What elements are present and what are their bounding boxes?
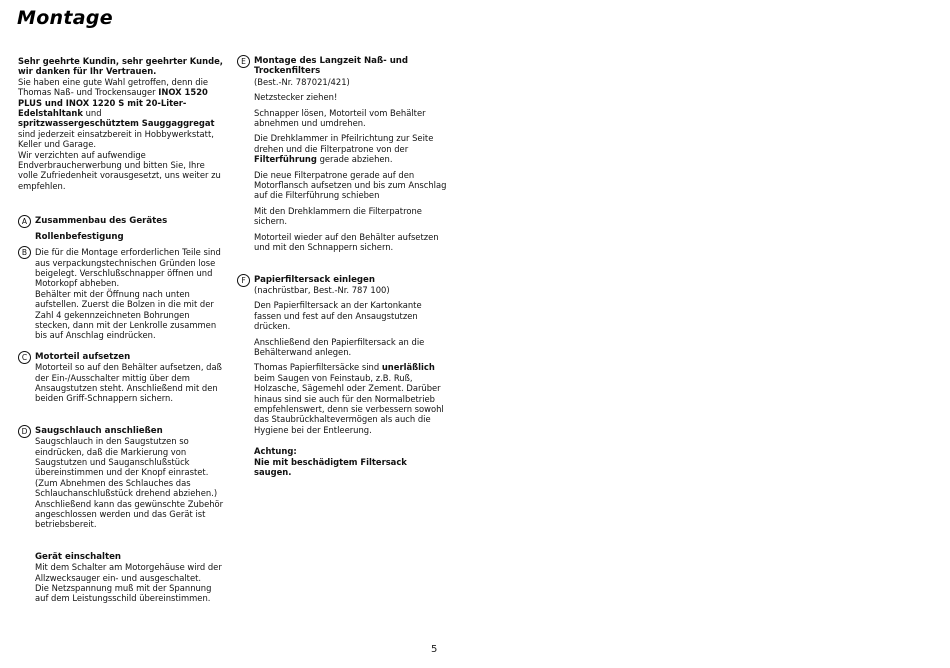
section-c-paragraph-1: Motorteil so auf den Behälter aufsetzen, daß der Ein-/Ausschalter mittig über dem Ansaugstutzen steht. Anschließend mit den beiden Griff-Schnappern sichern. [35,362,222,404]
section-d-heading: Saugschlauch anschließen [35,425,163,436]
section-f [237,275,447,478]
section-e-paragraph-2: Schnapper lösen, Motorteil vom Behälter abnehmen und umdrehen. [254,107,426,129]
intro-p1-model-names: INOX 1520 PLUS und INOX 1220 S mit 20-Liter-Edelstahltank [18,87,208,119]
section-c [18,352,224,404]
section-b [18,247,224,341]
section-e-order-number: (Best.-Nr. 787021/421) [254,76,350,87]
section-e-paragraph-4: Die neue Filterpatrone gerade auf den Motorflansch aufsetzen und bis zum Anschlag auf die Filterführung schieben [254,169,447,201]
section-a-heading: Zusammenbau des Gerätes [35,216,168,227]
marker-b-icon: B [18,246,31,259]
section-switch-heading: Gerät einschalten [35,551,122,562]
right-column [237,56,447,477]
section-f-p3-text: beim Saugen von Feinstaub, z.B. Ruß, Holzasche, Sägemehl oder Zement. Darüber hinaus sind sie auch für den Normalbetrieb empfehlenswert, denn sie verbessern sowohl das Staubrückhaltevermögen als auch die Hygiene bei der Entleerung. [254,372,444,435]
page-title: Montage [17,7,113,29]
marker-c-icon: C [18,351,31,364]
section-e-paragraph-3 [254,133,447,164]
intro-heading-line1: Sehr geehrte Kundin, sehr geehrter Kunde, [18,56,223,66]
intro-section [18,56,224,191]
section-b-paragraph-1: Die für die Montage erforderlichen Teile sind aus verpackungstechnischen Gründen lose beigelegt. Verschlußschnapper öffnen und Motorkopf abheben. [35,247,221,289]
intro-paragraph-1 [18,77,224,150]
section-f-p3-text: Thomas Papierfiltersäcke sind [254,362,382,373]
warning-label: Achtung: [254,446,297,457]
intro-p1-feature: spritzwassergeschütztem Sauggaggregat [18,118,215,129]
section-f-heading: Papierfiltersack einlegen [254,274,376,285]
section-switch-paragraph-1: Mit dem Schalter am Motorgehäuse wird der Allzwecksauger ein- und ausgeschaltet. [35,562,222,583]
section-d-paragraph-1: Saugschlauch in den Saugstutzen so eindrücken, daß die Markierung von Saugstutzen und Sauganschlußstück übereinstimmen und der Knopf einrastet. (Zum Abnehmen des Schlauches das Schlauchanschlußstück drehend abziehen.) Anschließend kann das gewünschte Zubehör angeschlossen werden und das Gerät ist betriebsbereit. [35,436,224,530]
section-a-subheading: Rollenbefestigung [35,231,124,242]
intro-p1-text: Sie haben eine gute Wahl getroffen, denn die Thomas Naß- und Trockensauger [18,76,209,98]
section-f-paragraph-2: Anschließend den Papierfiltersack an die Behälterwand anlegen. [254,336,425,357]
warning-text: Nie mit beschädigtem Filtersack saugen. [254,456,407,477]
section-f-paragraph-1: Den Papierfiltersack an der Kartonkante fassen und fest auf den Ansaugstutzen drücken. [254,300,422,332]
marker-f-icon: F [237,274,250,287]
section-e [237,56,447,253]
section-e-p3-text: Die Drehklammer in Pfeilrichtung zur Seite drehen und die Filterpatrone von der [254,133,434,154]
marker-d-icon: D [18,425,31,438]
intro-p1-text: sind jederzeit einsatzbereit in Hobbywerkstatt, Keller und Garage. [18,128,214,150]
marker-a-icon: A [18,215,31,228]
section-e-paragraph-1: Netzstecker ziehen! [254,92,338,103]
section-f-paragraph-3 [254,362,447,435]
section-switch [18,552,224,604]
intro-paragraph-2: Wir verzichten auf aufwendige Endverbraucherwerbung und bitten Sie, Ihre volle Zufriedenheit vorausgesetzt, uns weiter zu empfehlen. [18,149,221,191]
section-e-paragraph-5: Mit den Drehklammern die Filterpatrone sichern. [254,205,422,227]
section-e-heading-line1: Montage des Langzeit Naß- und [254,56,409,66]
marker-e-icon: E [237,55,250,68]
section-f-p3-bold: unerläßlich [381,362,435,373]
intro-p1-text: und [82,108,102,119]
section-a [18,216,224,242]
section-e-heading-line2: Trockenfilters [254,66,321,77]
section-e-paragraph-6: Motorteil wieder auf den Behälter aufsetzen und mit den Schnappern sichern. [254,231,439,253]
intro-heading-line2: wir danken für Ihr Vertrauen. [18,66,157,77]
section-c-heading: Motorteil aufsetzen [35,351,131,362]
section-d [18,426,224,530]
section-switch-paragraph-2: Die Netzspannung muß mit der Spannung auf dem Leistungsschild übereinstimmen. [35,583,212,604]
left-column [18,56,224,604]
section-b-paragraph-2: Behälter mit der Öffnung nach unten aufstellen. Zuerst die Bolzen in die mit der Zahl 4 gekennzeichneten Bohrungen stecken, dann mit der Lenkrolle zusammen bis auf Anschlag eindrücken. [35,288,217,341]
section-e-p3-text: gerade abziehen. [316,154,393,165]
page-number: 5 [431,644,438,655]
section-e-p3-bold: Filterführung [254,154,317,165]
section-f-order-number: (nachrüstbar, Best.-Nr. 787 100) [254,284,390,295]
